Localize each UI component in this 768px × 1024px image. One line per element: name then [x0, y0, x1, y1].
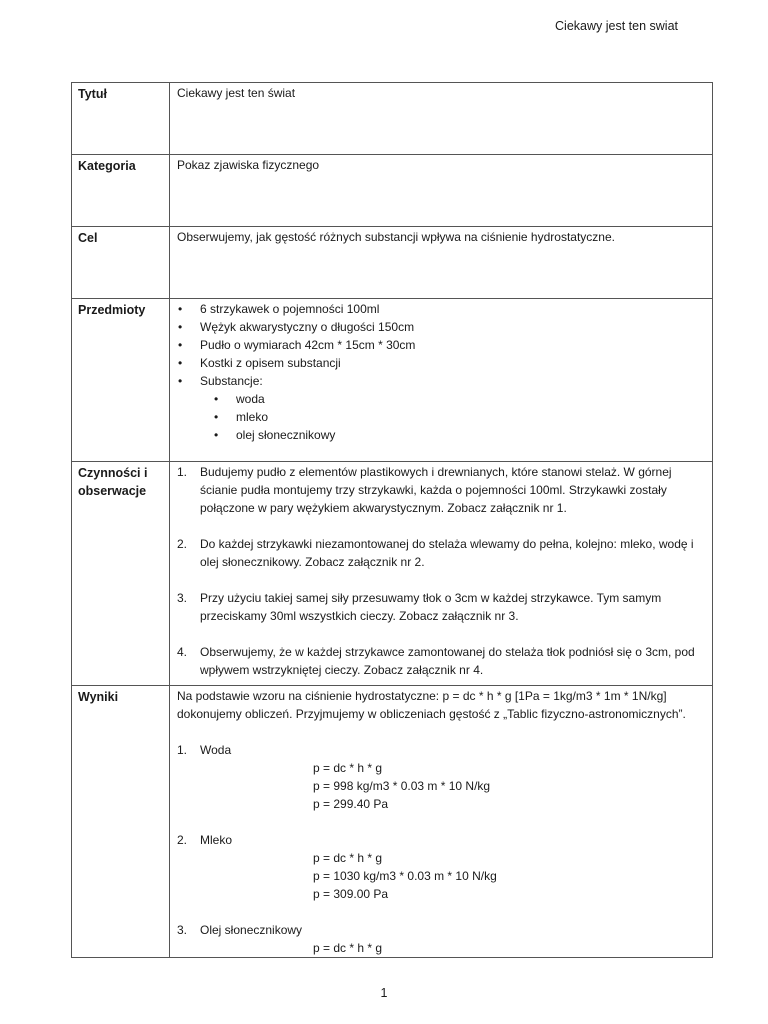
items-list [177, 300, 706, 444]
step-number: 3. [177, 591, 188, 605]
result-line: p = 309.00 Pa [313, 887, 389, 901]
label-actions-line2: obserwacje [78, 484, 147, 498]
list-item: • 6 strzykawek o pojemności 100ml [177, 300, 706, 318]
value-results [170, 686, 713, 958]
list-item-substances [177, 372, 706, 444]
row-title [72, 83, 713, 155]
results-intro: Na podstawie wzoru na ciśnienie hydrostatyczne: p = dc * h * g [1Pa = 1kg/m3 * 1m * 1N/kg] dokonujemy obliczeń. Przyjmujemy w obliczeniach gęstość z „Tablic fizyczno-astronomicznych”. [177, 689, 686, 721]
result-line: p = 299.40 Pa [313, 797, 389, 811]
list-item: • mleko [213, 408, 706, 426]
step-number: 1. [177, 465, 188, 479]
list-item [177, 535, 706, 571]
result-number: 3. [177, 923, 188, 937]
result-number: 1. [177, 743, 188, 757]
value-category: Pokaz zjawiska fizycznego [170, 155, 713, 227]
result-heading [177, 741, 706, 759]
list-item [177, 463, 706, 517]
page-number: 1 [380, 986, 388, 1000]
result-oil [177, 921, 706, 957]
step-text: Przy użyciu takiej samej siły przesuwamy tłok o 3cm w każdej strzykawce. Tym samym przeciskamy 30ml wszystkich cieczy. Zobacz załącznik nr 3. [200, 591, 662, 623]
label-category: Kategoria [72, 155, 170, 227]
running-header: Ciekawy jest ten swiat [555, 19, 678, 33]
value-actions [170, 462, 713, 686]
row-goal [72, 227, 713, 299]
formula-line: p = dc * h * g [313, 941, 383, 955]
label-goal: Cel [72, 227, 170, 299]
list-item [177, 643, 706, 679]
list-item-label: Substancje: [200, 374, 263, 388]
result-heading [177, 921, 706, 939]
row-actions [72, 462, 713, 686]
value-goal: Obserwujemy, jak gęstość różnych substancji wpływa na ciśnienie hydrostatyczne. [170, 227, 713, 299]
list-item: • Kostki z opisem substancji [177, 354, 706, 372]
step-text: Obserwujemy, że w każdej strzykawce zamontowanej do stelaża tłok podniósł się o 3cm, pod wpływem wstrzykniętej cieczy. Zobacz załącznik nr 4. [200, 645, 695, 677]
result-water [177, 741, 706, 813]
list-item: • woda [213, 390, 706, 408]
steps-list [177, 463, 706, 679]
list-item: • olej słonecznikowy [213, 426, 706, 444]
result-milk [177, 831, 706, 903]
formula-line: p = dc * h * g [313, 761, 383, 775]
result-name: Mleko [200, 833, 233, 847]
calc-line: p = 1030 kg/m3 * 0.03 m * 10 N/kg [313, 869, 497, 883]
result-name: Woda [200, 743, 232, 757]
label-actions [72, 462, 170, 686]
row-results [72, 686, 713, 958]
label-title: Tytuł [72, 83, 170, 155]
step-number: 2. [177, 537, 188, 551]
list-item: • Wężyk akwarystyczny o długości 150cm [177, 318, 706, 336]
experiment-table [71, 82, 713, 958]
result-heading [177, 831, 706, 849]
calc-line: p = 998 kg/m3 * 0.03 m * 10 N/kg [313, 779, 491, 793]
step-text: Budujemy pudło z elementów plastikowych i drewnianych, które stanowi stelaż. W górnej ścianie pudła montujemy trzy strzykawki, każda o pojemności 100ml. Strzykawki zostały połączone w pary wężykiem akwarystycznym. Zobacz załącznik nr 1. [200, 465, 672, 515]
label-items: Przedmioty [72, 299, 170, 462]
step-text: Do każdej strzykawki niezamontowanej do stelaża wlewamy do pełna, kolejno: mleko, wodę i olej słonecznikowy. Zobacz załącznik nr 2. [200, 537, 694, 569]
label-results: Wyniki [72, 686, 170, 958]
value-items [170, 299, 713, 462]
row-category [72, 155, 713, 227]
result-number: 2. [177, 833, 188, 847]
row-items [72, 299, 713, 462]
list-item: • Pudło o wymiarach 42cm * 15cm * 30cm [177, 336, 706, 354]
label-actions-line1: Czynności i [78, 466, 148, 480]
value-title: Ciekawy jest ten świat [170, 83, 713, 155]
formula-line: p = dc * h * g [313, 851, 383, 865]
list-item [177, 589, 706, 625]
substances-list [213, 390, 706, 444]
step-number: 4. [177, 645, 188, 659]
result-name: Olej słonecznikowy [200, 923, 303, 937]
